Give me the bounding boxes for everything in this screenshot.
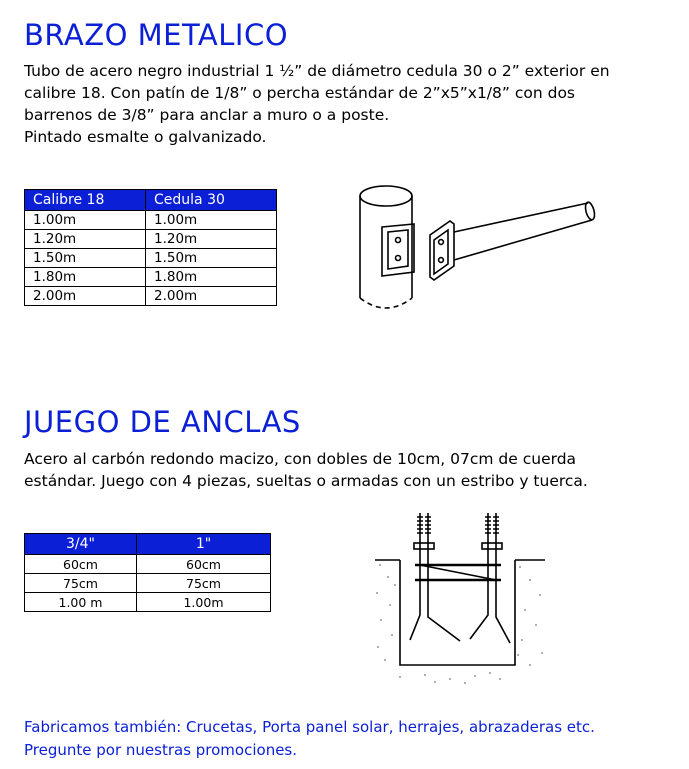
anchors-section-title: JUEGO DE ANCLAS xyxy=(24,405,301,439)
table-header-calibre: Calibre 18 xyxy=(25,190,146,211)
table-cell: 60cm xyxy=(25,555,137,574)
table-cell: 1.80m xyxy=(146,268,277,287)
anchors-description xyxy=(24,448,684,492)
anchor-bolts-in-ground-icon xyxy=(370,505,550,685)
table-row xyxy=(25,249,277,268)
table-header-one-inch: 1" xyxy=(137,534,271,555)
table-cell: 2.00m xyxy=(146,287,277,306)
table-header-three-quarter: 3/4" xyxy=(25,534,137,555)
table-cell: 1.50m xyxy=(146,249,277,268)
table-cell: 1.80m xyxy=(25,268,146,287)
table-cell: 1.00m xyxy=(137,593,271,612)
footer-note xyxy=(24,716,595,762)
table-row xyxy=(25,287,277,306)
table-header-row xyxy=(25,534,271,555)
table-cell: 75cm xyxy=(137,574,271,593)
table-row xyxy=(25,211,277,230)
pole-arm-bracket-icon xyxy=(350,180,605,325)
anchors-size-table xyxy=(24,533,271,612)
table-cell: 75cm xyxy=(25,574,137,593)
table-row xyxy=(25,574,271,593)
arm-description xyxy=(24,60,684,148)
table-row xyxy=(25,593,271,612)
table-cell: 1.50m xyxy=(25,249,146,268)
table-row xyxy=(25,555,271,574)
arm-description-line: Pintado esmalte o galvanizado. xyxy=(24,128,267,146)
arm-size-table xyxy=(24,189,277,306)
table-cell: 1.20m xyxy=(146,230,277,249)
arm-section-title: BRAZO METALICO xyxy=(24,18,289,52)
table-row xyxy=(25,268,277,287)
table-cell: 1.00m xyxy=(25,211,146,230)
anchors-description-line: Acero al carbón redondo macizo, con dobles de 10cm, 07cm de cuerda xyxy=(24,450,577,468)
arm-description-line: calibre 18. Con patín de 1/8” o percha estándar de 2”x5”x1/8” con dos xyxy=(24,84,575,102)
anchors-description-line: estándar. Juego con 4 piezas, sueltas o armadas con un estribo y tuerca. xyxy=(24,472,588,490)
table-cell: 1.20m xyxy=(25,230,146,249)
footer-products-line: Fabricamos también: Crucetas, Porta panel solar, herrajes, abrazaderas etc. xyxy=(24,718,595,736)
table-row xyxy=(25,230,277,249)
table-cell: 60cm xyxy=(137,555,271,574)
arm-description-line: Tubo de acero negro industrial 1 ½” de diámetro cedula 30 o 2” exterior en xyxy=(24,62,610,80)
table-cell: 1.00 m xyxy=(25,593,137,612)
table-header-cedula: Cedula 30 xyxy=(146,190,277,211)
footer-promo-line: Pregunte por nuestras promociones. xyxy=(24,741,298,759)
table-cell: 1.00m xyxy=(146,211,277,230)
arm-description-line: barrenos de 3/8” para anclar a muro o a poste. xyxy=(24,106,390,124)
table-cell: 2.00m xyxy=(25,287,146,306)
table-header-row xyxy=(25,190,277,211)
